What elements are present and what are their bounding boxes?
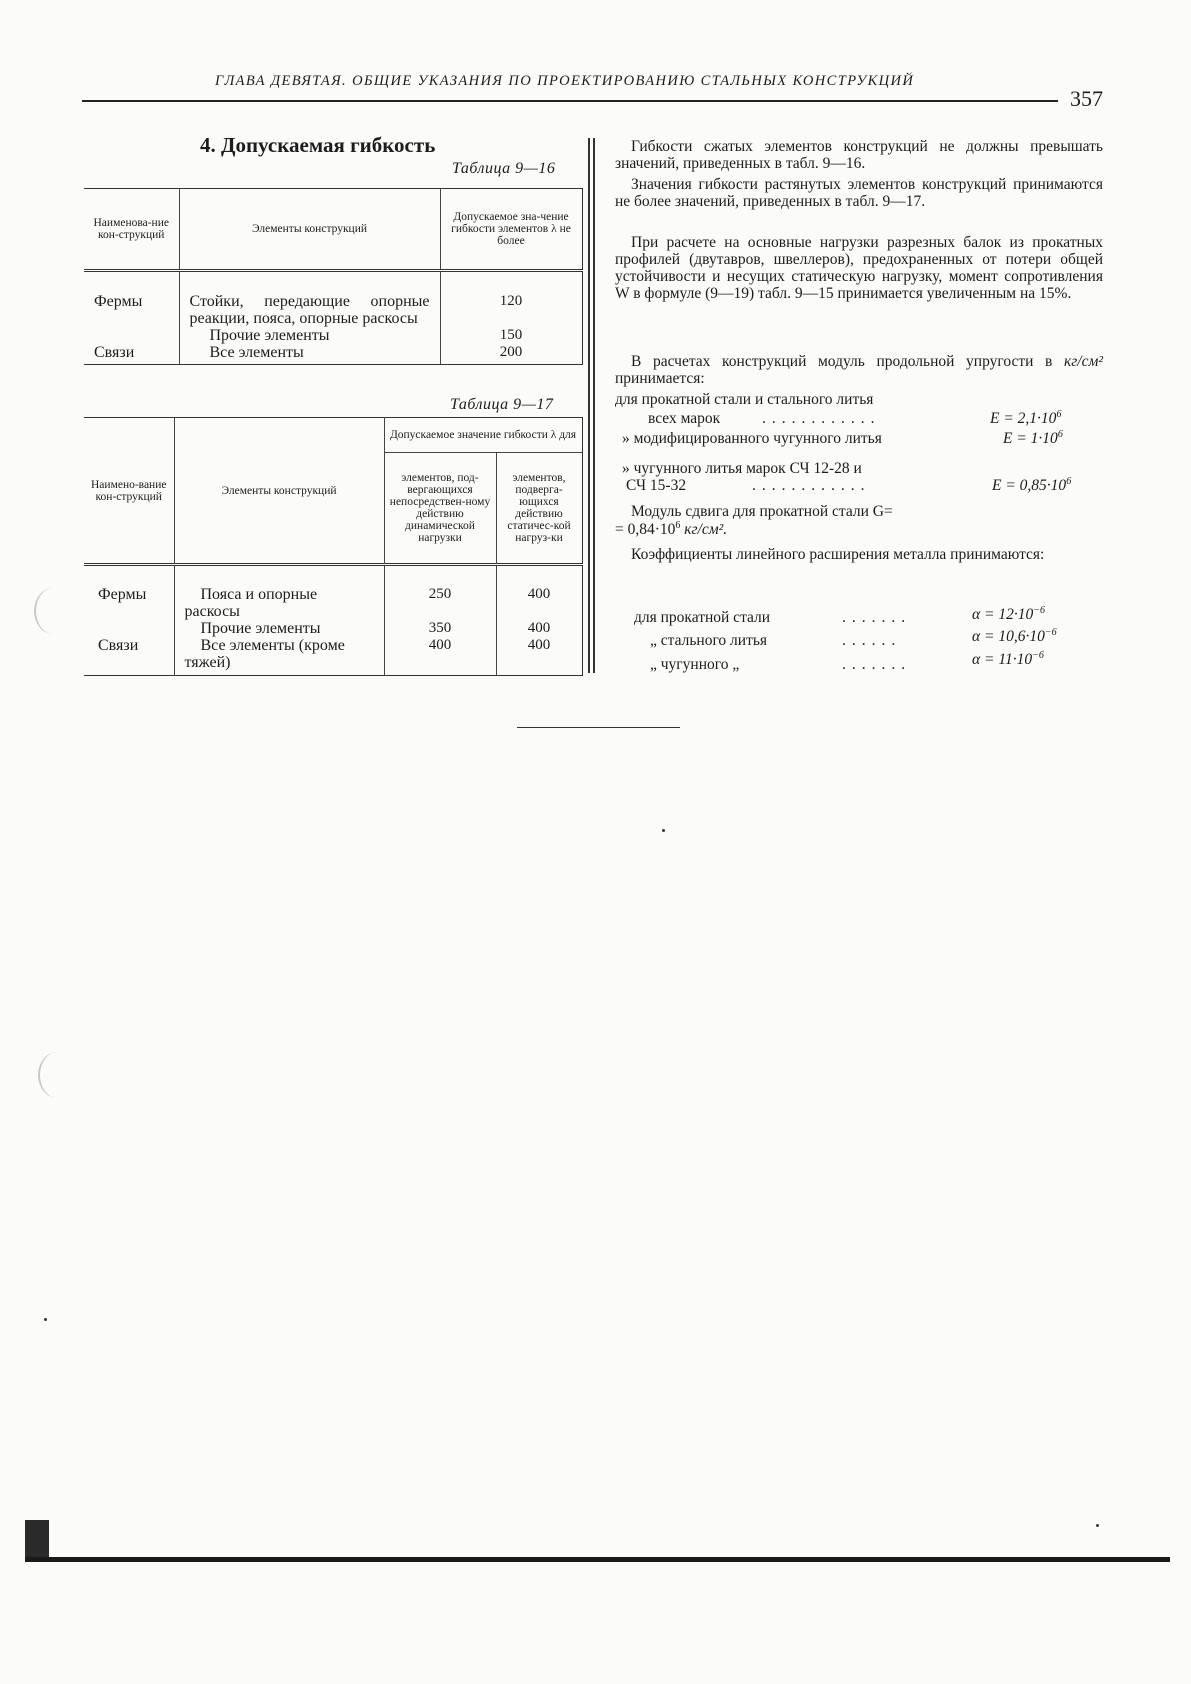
leader-dots: ............ [762, 410, 881, 427]
row-value: 150 [440, 327, 582, 344]
modulus-label: всех марок [648, 410, 721, 427]
modulus-value: $E = 0,85\cdot 10^6$ [992, 476, 1072, 494]
row-static: 400 [496, 637, 582, 676]
p4-text-end: принимается: [615, 370, 705, 387]
row-element: Пояса и опорные раскосы [174, 565, 384, 621]
leader-dots: ...... [842, 632, 902, 649]
expansion-value: $\alpha = 12\cdot 10^{-6}$ [972, 605, 1045, 623]
end-rule [517, 727, 680, 728]
modulus-label: » чугунного литья марок СЧ 12-28 и [622, 460, 862, 477]
page-edge-shadow [25, 1520, 49, 1562]
modulus-intro: для прокатной стали и стального литья [615, 391, 874, 408]
table-9-16 [84, 188, 583, 365]
column-divider [593, 138, 595, 673]
row-element: Стойки, передающие опорные реакции, пояса, опорные раскосы [179, 271, 440, 328]
row-group: Фермы [94, 293, 143, 310]
binder-hole-mark [38, 1052, 76, 1098]
header-rule [82, 100, 1058, 102]
paragraph: При расчете на основные нагрузки разрезных балок из прокатных профилей (двутавров, швеллеров), предохраненных от потери общей устойчивости и несущих статическую нагрузку, момент сопротивления W в формуле (9—19) табл. 9—15 принимается увеличенным на 15%. [615, 234, 1103, 302]
table-row [84, 271, 582, 328]
expansion-label: для прокатной стали [634, 609, 771, 626]
modulus-label: » модифицированного чугунного литья [622, 430, 882, 447]
scan-speck [662, 829, 665, 832]
row-group: Фермы [98, 586, 147, 603]
scan-speck [1096, 1524, 1099, 1527]
header-value-group: Допускаемое значение гибкости λ для [384, 418, 582, 453]
scan-speck [44, 1318, 47, 1321]
table-row [84, 565, 582, 621]
row-group: Связи [94, 344, 135, 361]
table-row [84, 344, 582, 365]
leader-dots: ............ [752, 477, 871, 494]
table-row [84, 637, 582, 676]
modulus-value: $E = 2,1\cdot 10^6$ [990, 409, 1062, 427]
row-element: Прочие элементы [179, 327, 440, 344]
binder-hole-mark [34, 588, 72, 634]
expansion-value: $\alpha = 11\cdot 10^{-6}$ [972, 650, 1044, 668]
row-group [84, 327, 179, 344]
row-static: 400 [496, 620, 582, 637]
row-static: 400 [496, 565, 582, 621]
header-elements: Элементы конструкций [179, 189, 440, 271]
table-row [84, 620, 582, 637]
paragraph: Значения гибкости растянутых элементов конструкций принимаются не более значений, приведенных в табл. 9—17. [615, 176, 1103, 210]
table-16-caption: Таблица 9—16 [452, 160, 556, 177]
row-group: Связи [98, 637, 139, 654]
shear-modulus: Модуль сдвига для прокатной стали G= [631, 503, 893, 520]
row-element: Все элементы (кроме тяжей) [174, 637, 384, 676]
column-divider [588, 138, 590, 673]
header-value: Допускаемое зна-чение гибкости элементов λ не более [440, 189, 582, 271]
header-elements: Элементы конструкций [174, 418, 384, 565]
header-dynamic: элементов, под-вергающихся непосредствен-ному действию динамической нагрузки [384, 453, 496, 565]
header-group: Наименова-ние кон-струкций [84, 189, 179, 271]
paragraph: Гибкости сжатых элементов конструкций не должны превышать значений, приведенных в табл. 9—16. [615, 138, 1103, 172]
table-17-caption: Таблица 9—17 [450, 396, 554, 413]
table-row [84, 327, 582, 344]
expansion-label: „ чугунного „ [650, 656, 740, 673]
row-dynamic: 250 [384, 565, 496, 621]
row-value: 200 [440, 344, 582, 365]
row-dynamic: 350 [384, 620, 496, 637]
paragraph [615, 353, 1103, 387]
row-value: 120 [440, 271, 582, 328]
leader-dots: ....... [842, 609, 912, 626]
running-head: ГЛАВА ДЕВЯТАЯ. ОБЩИЕ УКАЗАНИЯ ПО ПРОЕКТИРОВАНИЮ СТАЛЬНЫХ КОНСТРУКЦИЙ [215, 73, 915, 89]
expansion-label: „ стального литья [650, 632, 768, 649]
header-group: Наимено-вание кон-струкций [84, 418, 174, 565]
row-element: Прочие элементы [174, 620, 384, 637]
shear-modulus-value: = $0,84\cdot 10^6$ кг/см². [615, 520, 728, 538]
p4-unit: кг/см² [1063, 353, 1104, 370]
expansion-value: $\alpha = 10,6\cdot 10^{-6}$ [972, 627, 1057, 645]
paragraph: Коэффициенты линейного расширения металла принимаются: [631, 546, 1045, 563]
modulus-label: СЧ 15-32 [626, 477, 687, 494]
table-header-row [84, 189, 582, 271]
section-title: 4. Допускаемая гибкость [200, 133, 436, 157]
modulus-value: $E = 1\cdot 10^6$ [1003, 429, 1063, 447]
row-dynamic: 400 [384, 637, 496, 676]
row-element: Все элементы [179, 344, 440, 365]
table-9-17 [84, 417, 583, 676]
header-static: элементов, подверга-ющихся действию статичес-кой нагруз-ки [496, 453, 582, 565]
p4-text: В расчетах конструкций модуль продольной упругости в [631, 353, 1053, 370]
row-group [84, 620, 174, 637]
table-header-row [84, 418, 582, 453]
page-edge [25, 1557, 1170, 1562]
page-number: 357 [1070, 86, 1103, 111]
leader-dots: ....... [842, 656, 912, 673]
